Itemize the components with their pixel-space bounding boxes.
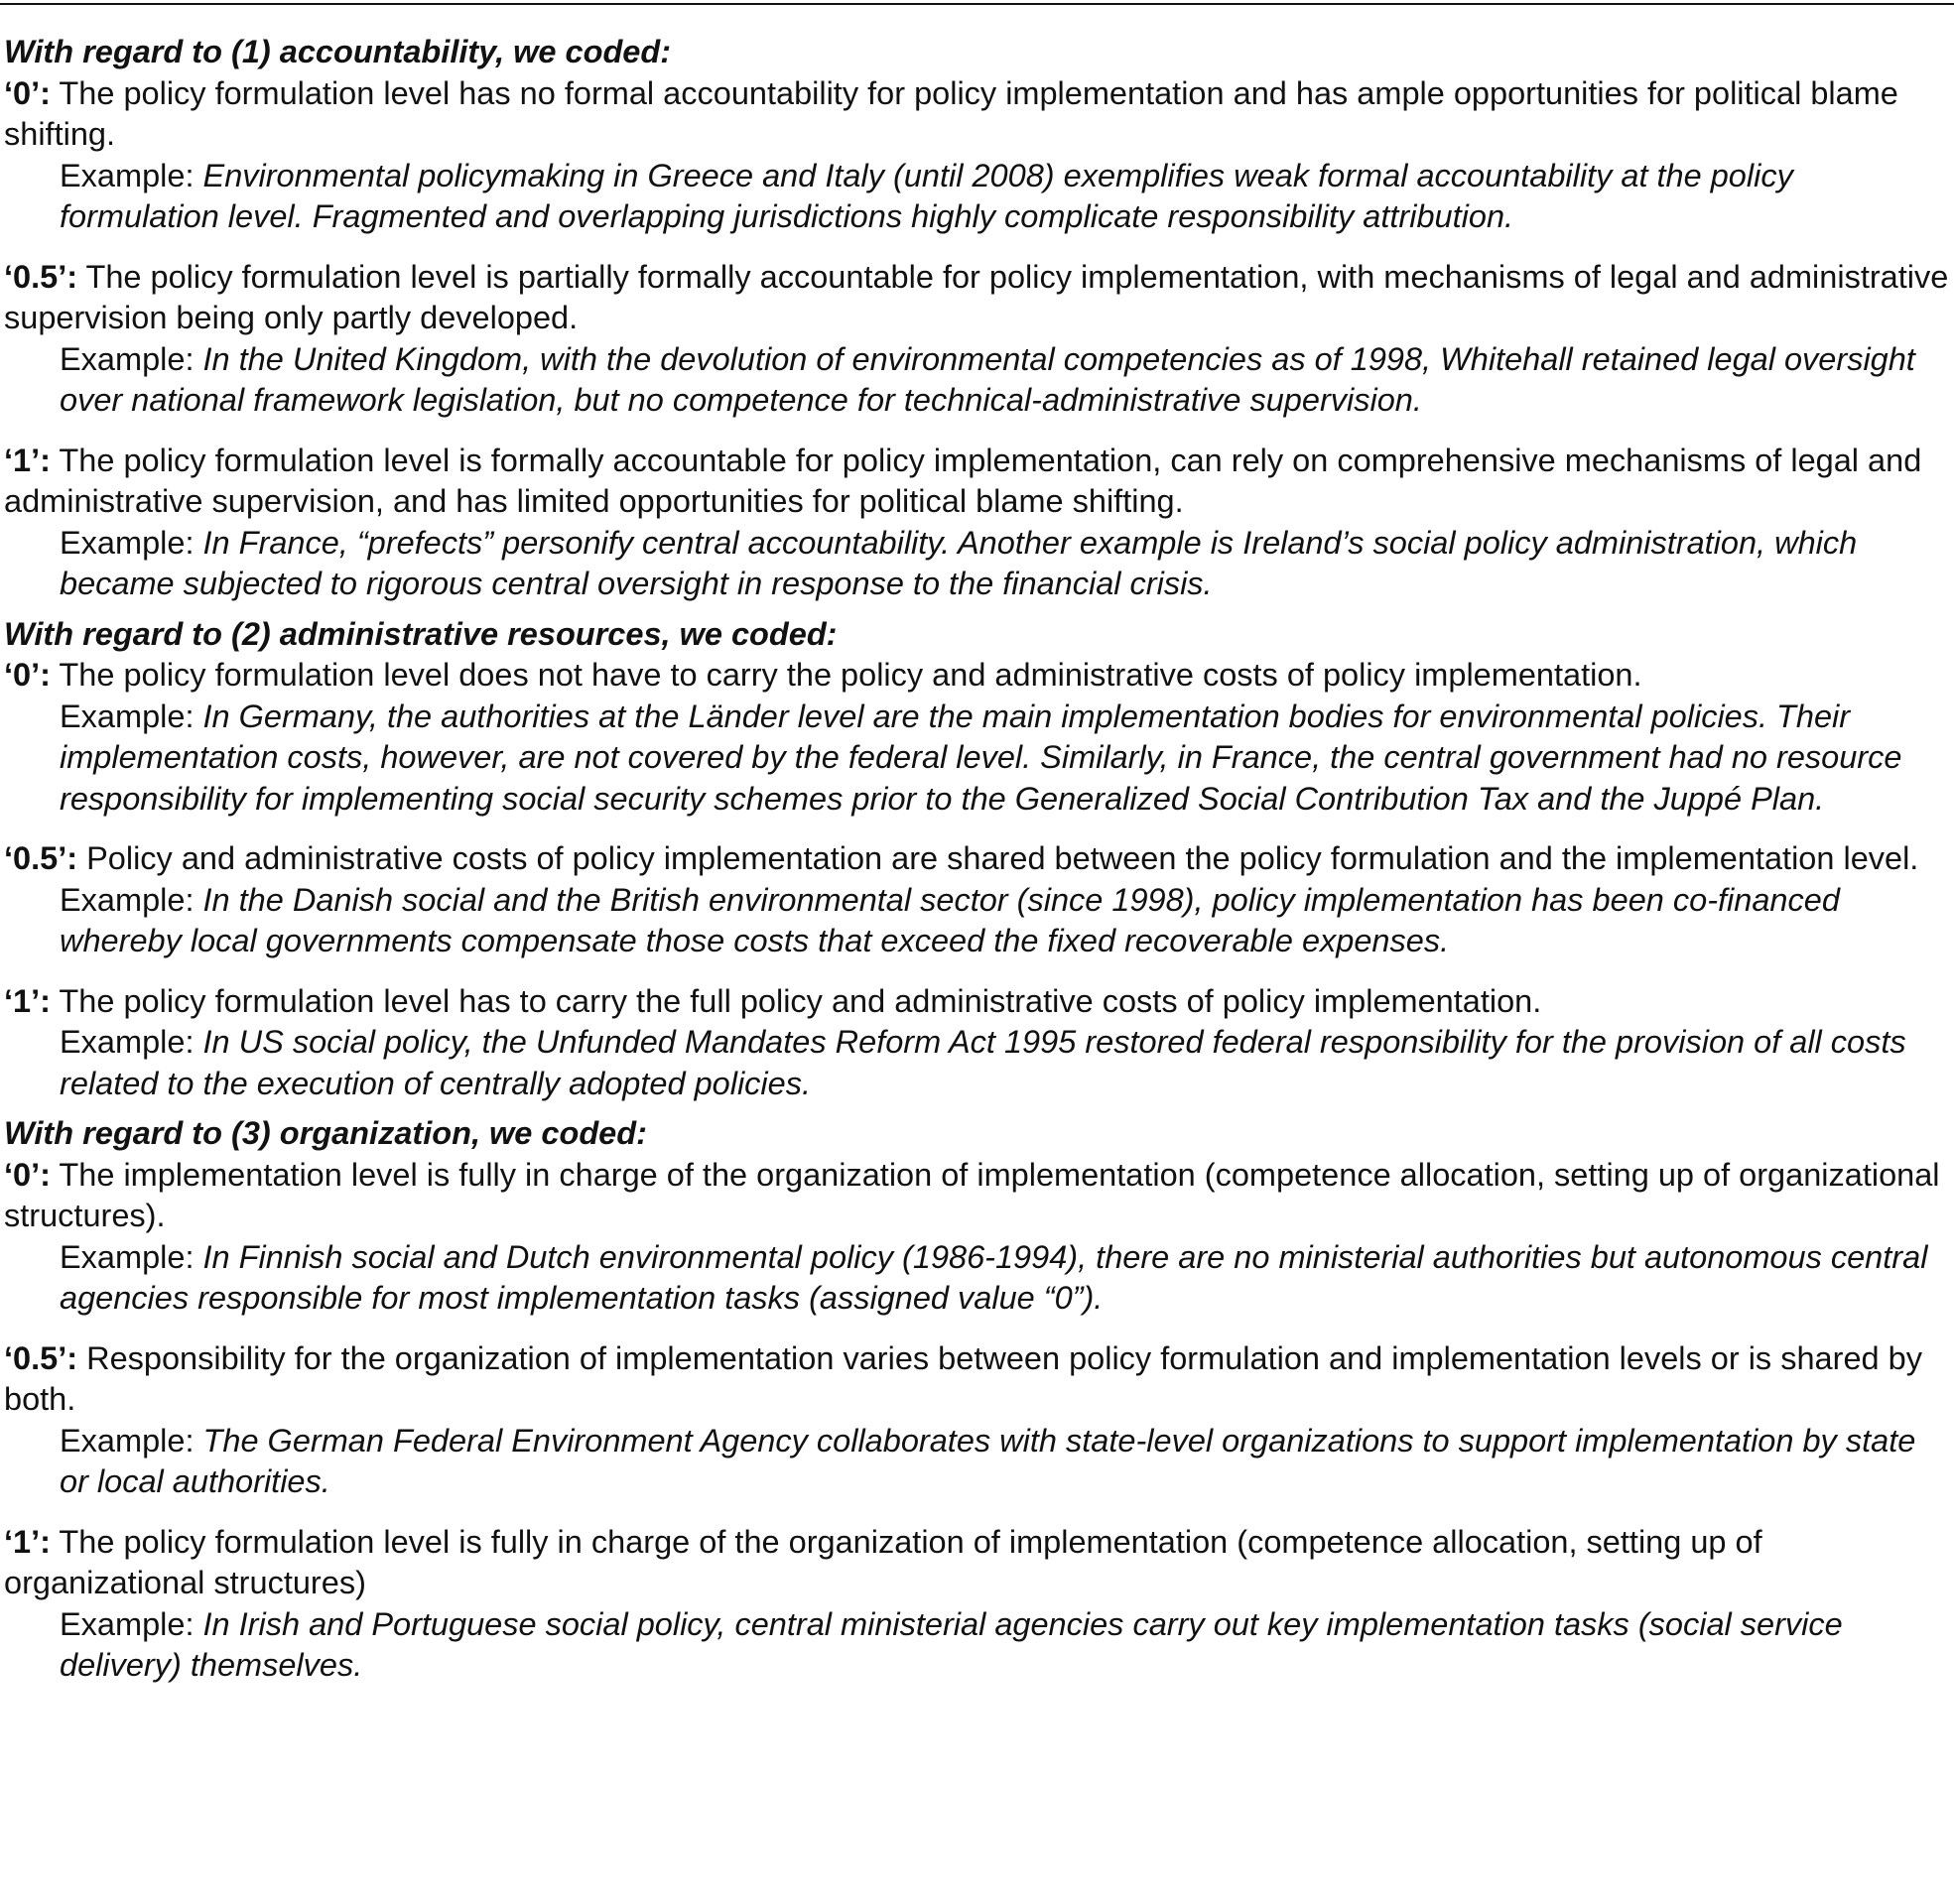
code-label: ‘0.5’: bbox=[4, 840, 78, 876]
code-label: ‘0’: bbox=[4, 1156, 51, 1193]
code-description bbox=[4, 257, 1951, 339]
example bbox=[4, 339, 1951, 422]
example-prefix: Example: bbox=[60, 698, 203, 734]
example-text: In the Danish social and the British environmental sector (since 1998), policy implementation has been co-financed whereby local governments compensate those costs that exceed the fixed recoverable expenses. bbox=[60, 881, 1840, 958]
code-text: Policy and administrative costs of policy implementation are shared between the policy formulation and the implementation level. bbox=[77, 840, 1919, 876]
code-description bbox=[4, 1522, 1951, 1604]
code-text: The policy formulation level is fully in charge of the organization of implementation (competence allocation, setting up of organizational structures) bbox=[4, 1523, 1762, 1600]
code-label: ‘1’: bbox=[4, 442, 51, 478]
coding-scheme bbox=[4, 32, 1951, 1696]
code-description bbox=[4, 1155, 1951, 1237]
code-label: ‘0’: bbox=[4, 74, 51, 111]
example-text: In Finnish social and Dutch environmental policy (1986-1994), there are no ministerial authorities but autonomous central agencies responsible for most implementation tasks (assigned value “0”). bbox=[60, 1238, 1928, 1316]
code-label: ‘1’: bbox=[4, 1523, 51, 1560]
example-prefix: Example: bbox=[60, 1024, 203, 1060]
example-text: In the United Kingdom, with the devolution of environmental competencies as of 1998, Whitehall retained legal oversight over national framework legislation, but no competence for technical-administrative supervision. bbox=[60, 340, 1915, 418]
code-description bbox=[4, 1338, 1951, 1421]
code-description bbox=[4, 73, 1951, 156]
code-label: ‘0’: bbox=[4, 657, 51, 693]
code-text: The policy formulation level is formally accountable for policy implementation, can rely on comprehensive mechanisms of legal and administrative supervision, and has limited opportunities for political blame shifting. bbox=[4, 442, 1922, 519]
example-text: In Irish and Portuguese social policy, central ministerial agencies carry out key implementation tasks (social service delivery) themselves. bbox=[60, 1605, 1843, 1683]
example bbox=[4, 1604, 1951, 1687]
example-prefix: Example: bbox=[60, 524, 203, 561]
example-prefix: Example: bbox=[60, 1422, 203, 1459]
code-text: The policy formulation level is partially formally accountable for policy implementation, with mechanisms of legal and administrative supervision being only partly developed. bbox=[4, 258, 1949, 335]
code-resources-0 bbox=[4, 655, 1951, 820]
code-description bbox=[4, 981, 1951, 1023]
section-heading-accountability: With regard to (1) accountability, we coded: bbox=[4, 34, 672, 69]
example-prefix: Example: bbox=[60, 340, 203, 377]
example-prefix: Example: bbox=[60, 1605, 203, 1642]
example-text: Environmental policymaking in Greece and Italy (until 2008) exemplifies weak formal accountability at the policy formulation level. Fragmented and overlapping jurisdictions highly complicate responsibility attribution. bbox=[60, 157, 1793, 234]
code-accountability-0-5 bbox=[4, 257, 1951, 422]
example bbox=[4, 1237, 1951, 1320]
code-organization-1 bbox=[4, 1522, 1951, 1687]
example-prefix: Example: bbox=[60, 881, 203, 918]
code-label: ‘1’: bbox=[4, 982, 51, 1019]
example-prefix: Example: bbox=[60, 1238, 203, 1275]
section-heading-organization: With regard to (3) organization, we coded: bbox=[4, 1115, 647, 1151]
code-resources-0-5 bbox=[4, 838, 1951, 962]
code-text: The policy formulation level does not have to carry the policy and administrative costs of policy implementation. bbox=[50, 657, 1642, 693]
code-accountability-0 bbox=[4, 73, 1951, 238]
code-text: The policy formulation level has to carry the full policy and administrative costs of policy implementation. bbox=[50, 982, 1542, 1019]
example-text: In France, “prefects” personify central accountability. Another example is Ireland’s social policy administration, which became subjected to rigorous central oversight in response to the financial crisis. bbox=[60, 524, 1858, 601]
example-text: The German Federal Environment Agency collaborates with state-level organizations to support implementation by state or local authorities. bbox=[60, 1422, 1916, 1499]
code-description bbox=[4, 441, 1951, 523]
example-prefix: Example: bbox=[60, 157, 203, 193]
code-text: The policy formulation level has no formal accountability for policy implementation and has ample opportunities for political blame shifting. bbox=[4, 74, 1898, 152]
example bbox=[4, 880, 1951, 962]
example bbox=[4, 523, 1951, 605]
top-rule bbox=[0, 3, 1954, 5]
example bbox=[4, 1421, 1951, 1503]
example bbox=[4, 156, 1951, 238]
code-accountability-1 bbox=[4, 441, 1951, 605]
code-description bbox=[4, 838, 1951, 880]
example-text: In Germany, the authorities at the Länder level are the main implementation bodies for environmental policies. Their implementation costs, however, are not covered by the federal level. Similarly, in France, the central government had no resource responsibility for implementing social security schemes prior to the Generalized Social Contribution Tax and the Juppé Plan. bbox=[60, 698, 1902, 817]
code-label: ‘0.5’: bbox=[4, 1339, 78, 1376]
example bbox=[4, 697, 1951, 821]
code-label: ‘0.5’: bbox=[4, 258, 78, 295]
example-text: In US social policy, the Unfunded Mandates Reform Act 1995 restored federal responsibility for the provision of all costs related to the execution of centrally adopted policies. bbox=[60, 1024, 1906, 1101]
example bbox=[4, 1022, 1951, 1104]
section-heading-administrative-resources: With regard to (2) administrative resources, we coded: bbox=[4, 615, 838, 652]
code-description bbox=[4, 655, 1951, 697]
code-organization-0-5 bbox=[4, 1338, 1951, 1503]
code-text: The implementation level is fully in charge of the organization of implementation (competence allocation, setting up of organizational structures). bbox=[4, 1156, 1940, 1233]
code-text: Responsibility for the organization of implementation varies between policy formulation and implementation levels or is shared by both. bbox=[4, 1339, 1922, 1417]
code-organization-0 bbox=[4, 1155, 1951, 1320]
code-resources-1 bbox=[4, 981, 1951, 1105]
